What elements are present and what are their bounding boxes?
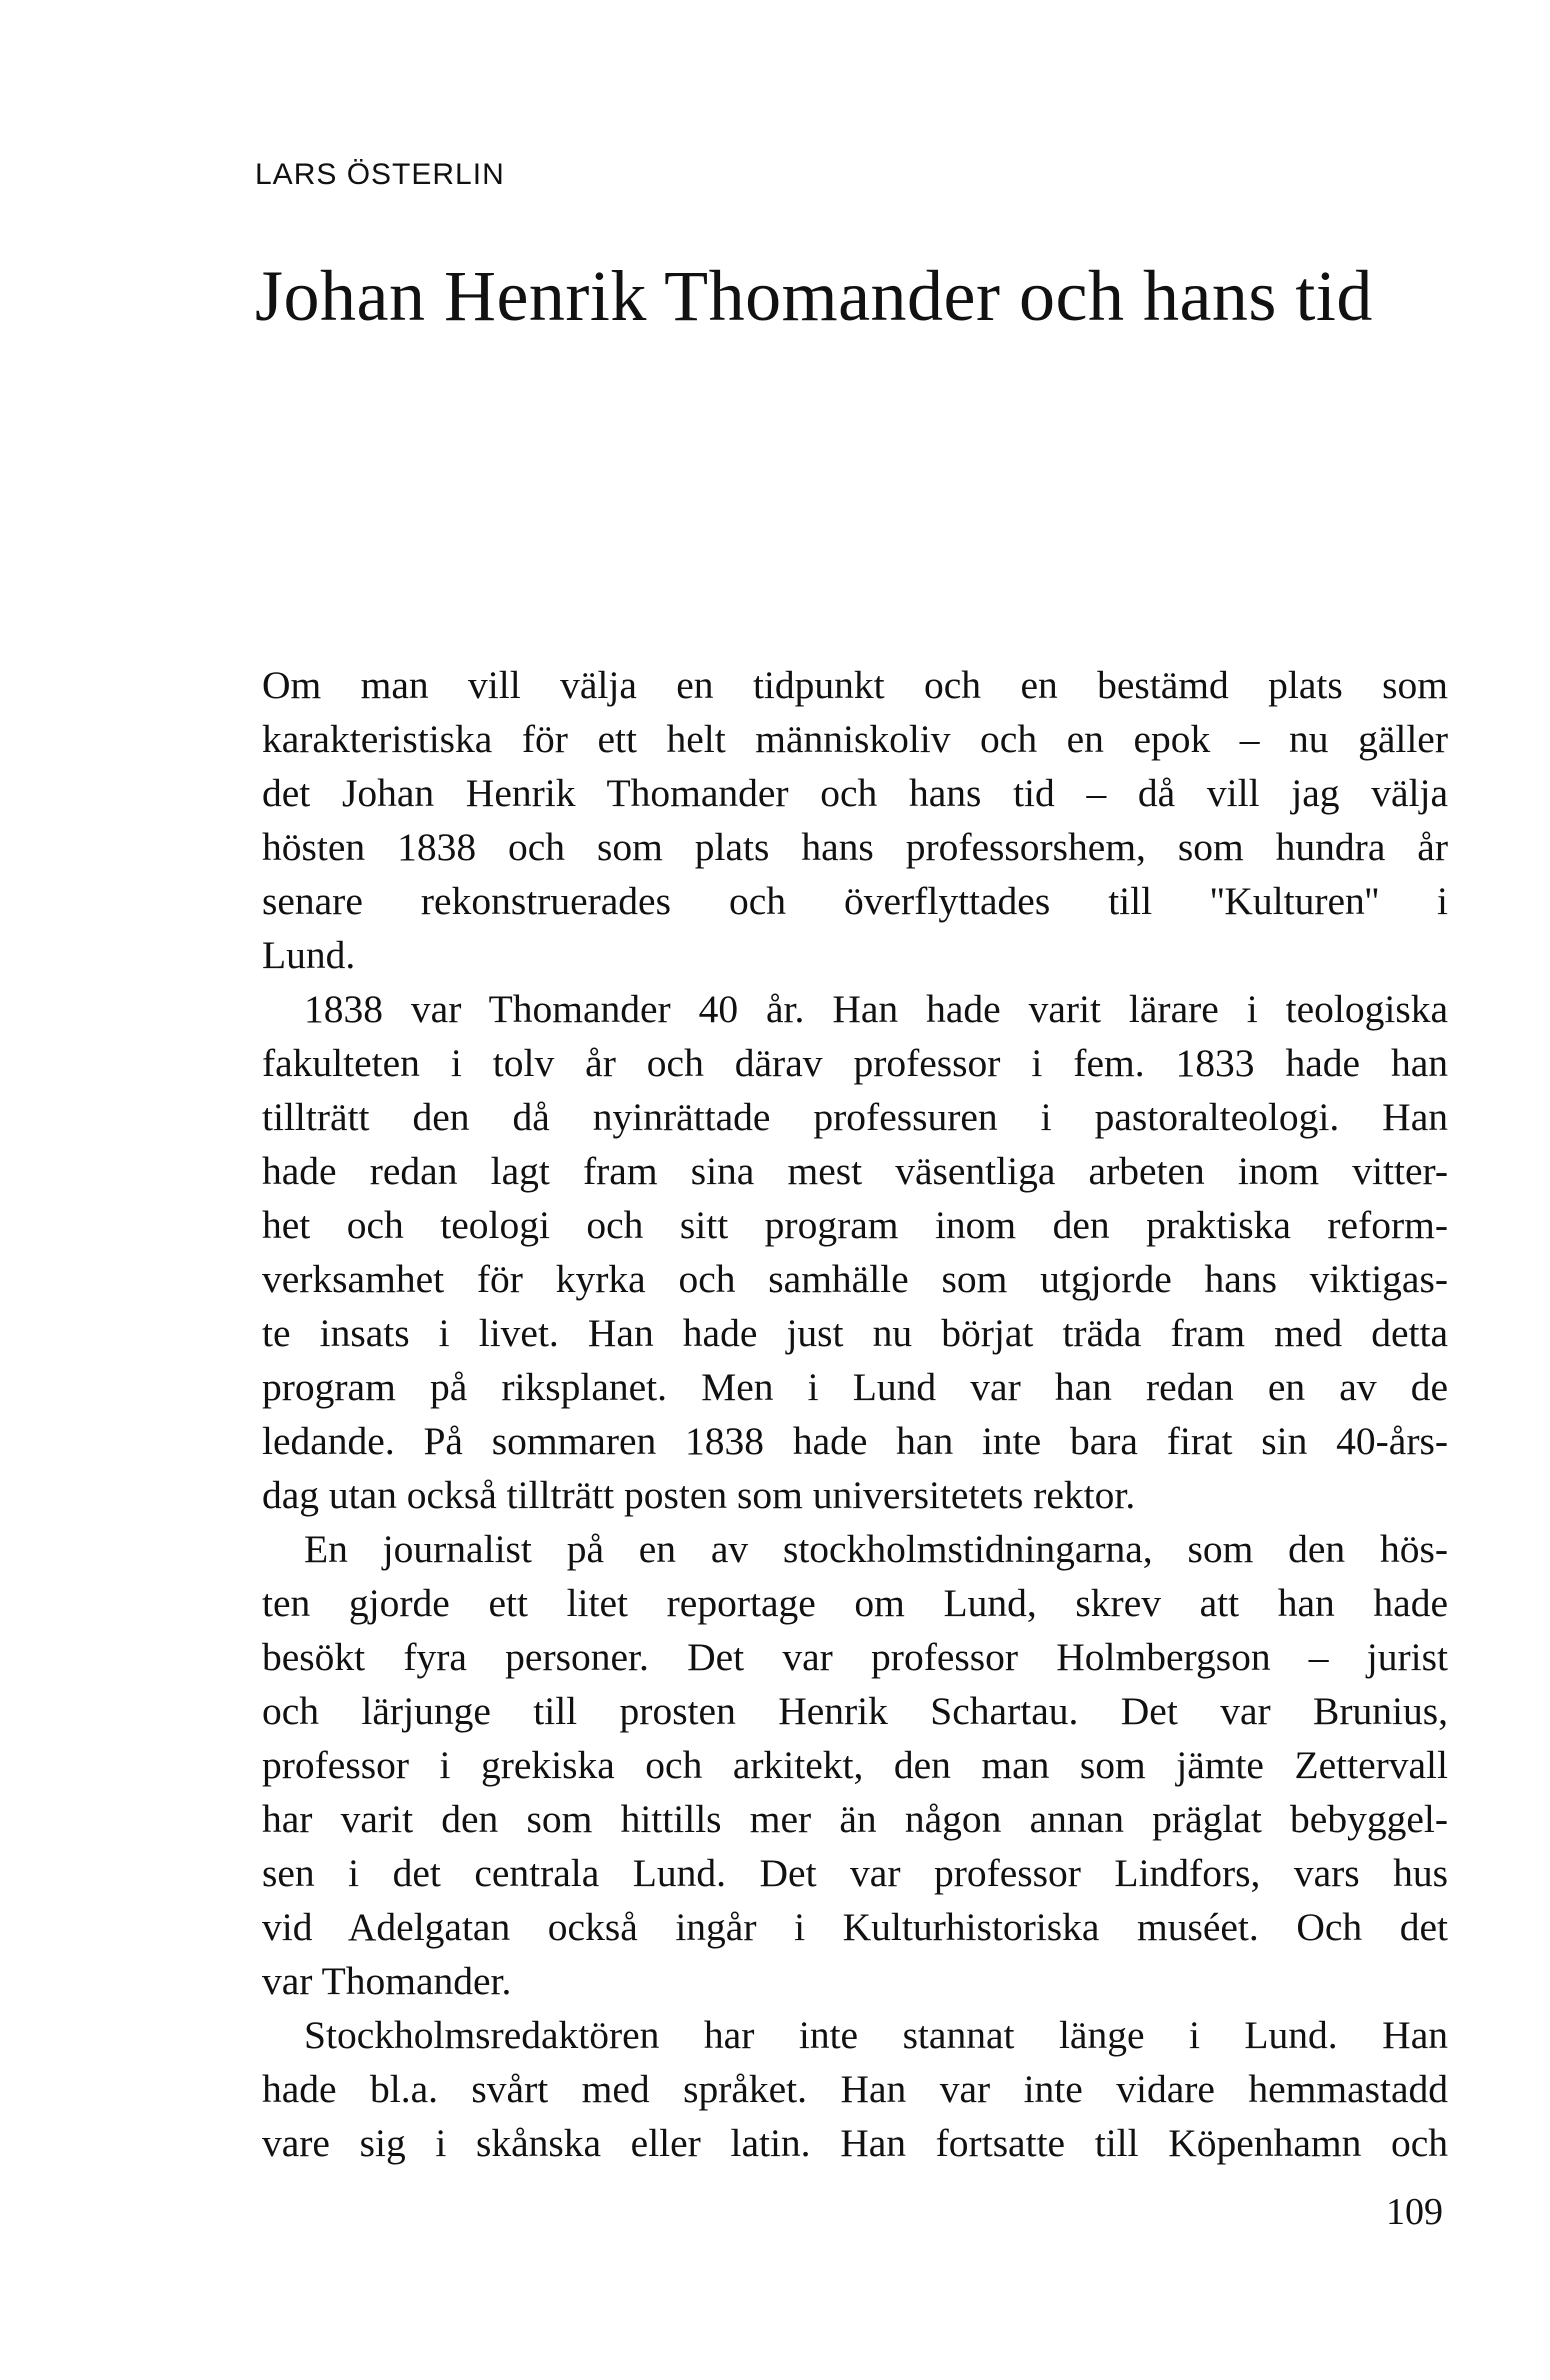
text-line: verksamhet för kyrka och samhälle som utgjorde hans viktigas- xyxy=(262,1257,1448,1301)
text-line: ten gjorde ett litet reportage om Lund, skrev att han hade xyxy=(262,1581,1448,1625)
text-line: dag utan också tillträtt posten som universitetets rektor. xyxy=(262,1473,1136,1517)
text-line: hade bl.a. svårt med språket. Han var inte vidare hemmastadd xyxy=(262,2067,1448,2111)
text-line: vid Adelgatan också ingår i Kulturhistoriska muséet. Och det xyxy=(262,1905,1448,1949)
text-line: besökt fyra personer. Det var professor Holmbergson – jurist xyxy=(262,1635,1448,1679)
text-line: har varit den som hittills mer än någon annan präglat bebyggel- xyxy=(262,1797,1448,1841)
body-text xyxy=(262,658,1448,2170)
text-line: 1838 var Thomander 40 år. Han hade varit lärare i teologiska xyxy=(304,987,1448,1031)
text-line: det Johan Henrik Thomander och hans tid – då vill jag välja xyxy=(262,771,1448,815)
text-line: En journalist på en av stockholmstidningarna, som den hös- xyxy=(304,1527,1448,1571)
text-line: Lund. xyxy=(262,933,356,977)
text-line: hösten 1838 och som plats hans professorshem, som hundra år xyxy=(262,825,1448,869)
text-line: het och teologi och sitt program inom den praktiska reform- xyxy=(262,1203,1448,1247)
text-line: senare rekonstruerades och överflyttades till ''Kulturen'' i xyxy=(262,879,1448,923)
text-line: hade redan lagt fram sina mest väsentliga arbeten inom vitter- xyxy=(262,1149,1448,1193)
chapter-title: Johan Henrik Thomander och hans tid xyxy=(255,256,1373,336)
text-line: vare sig i skånska eller latin. Han fortsatte till Köpenhamn och xyxy=(262,2121,1448,2165)
text-line: te insats i livet. Han hade just nu börjat träda fram med detta xyxy=(262,1311,1448,1355)
text-line: Stockholmsredaktören har inte stannat länge i Lund. Han xyxy=(304,2013,1448,2057)
page-number: 109 xyxy=(1386,2191,1443,2233)
text-line: Om man vill välja en tidpunkt och en bestämd plats som xyxy=(262,663,1448,707)
text-line: karakteristiska för ett helt människoliv och en epok – nu gäller xyxy=(262,717,1448,761)
text-line: och lärjunge till prosten Henrik Schartau. Det var Brunius, xyxy=(262,1689,1448,1733)
text-line: ledande. På sommaren 1838 hade han inte bara firat sin 40-års- xyxy=(262,1419,1448,1463)
text-line: fakulteten i tolv år och därav professor i fem. 1833 hade han xyxy=(262,1041,1448,1085)
text-line: var Thomander. xyxy=(262,1959,512,2003)
text-line: professor i grekiska och arkitekt, den man som jämte Zettervall xyxy=(262,1743,1448,1787)
text-line: sen i det centrala Lund. Det var professor Lindfors, vars hus xyxy=(262,1851,1448,1895)
text-line: program på riksplanet. Men i Lund var han redan en av de xyxy=(262,1365,1448,1409)
text-line: tillträtt den då nyinrättade professuren i pastoralteologi. Han xyxy=(262,1095,1448,1139)
author-name: LARS ÖSTERLIN xyxy=(255,158,505,191)
